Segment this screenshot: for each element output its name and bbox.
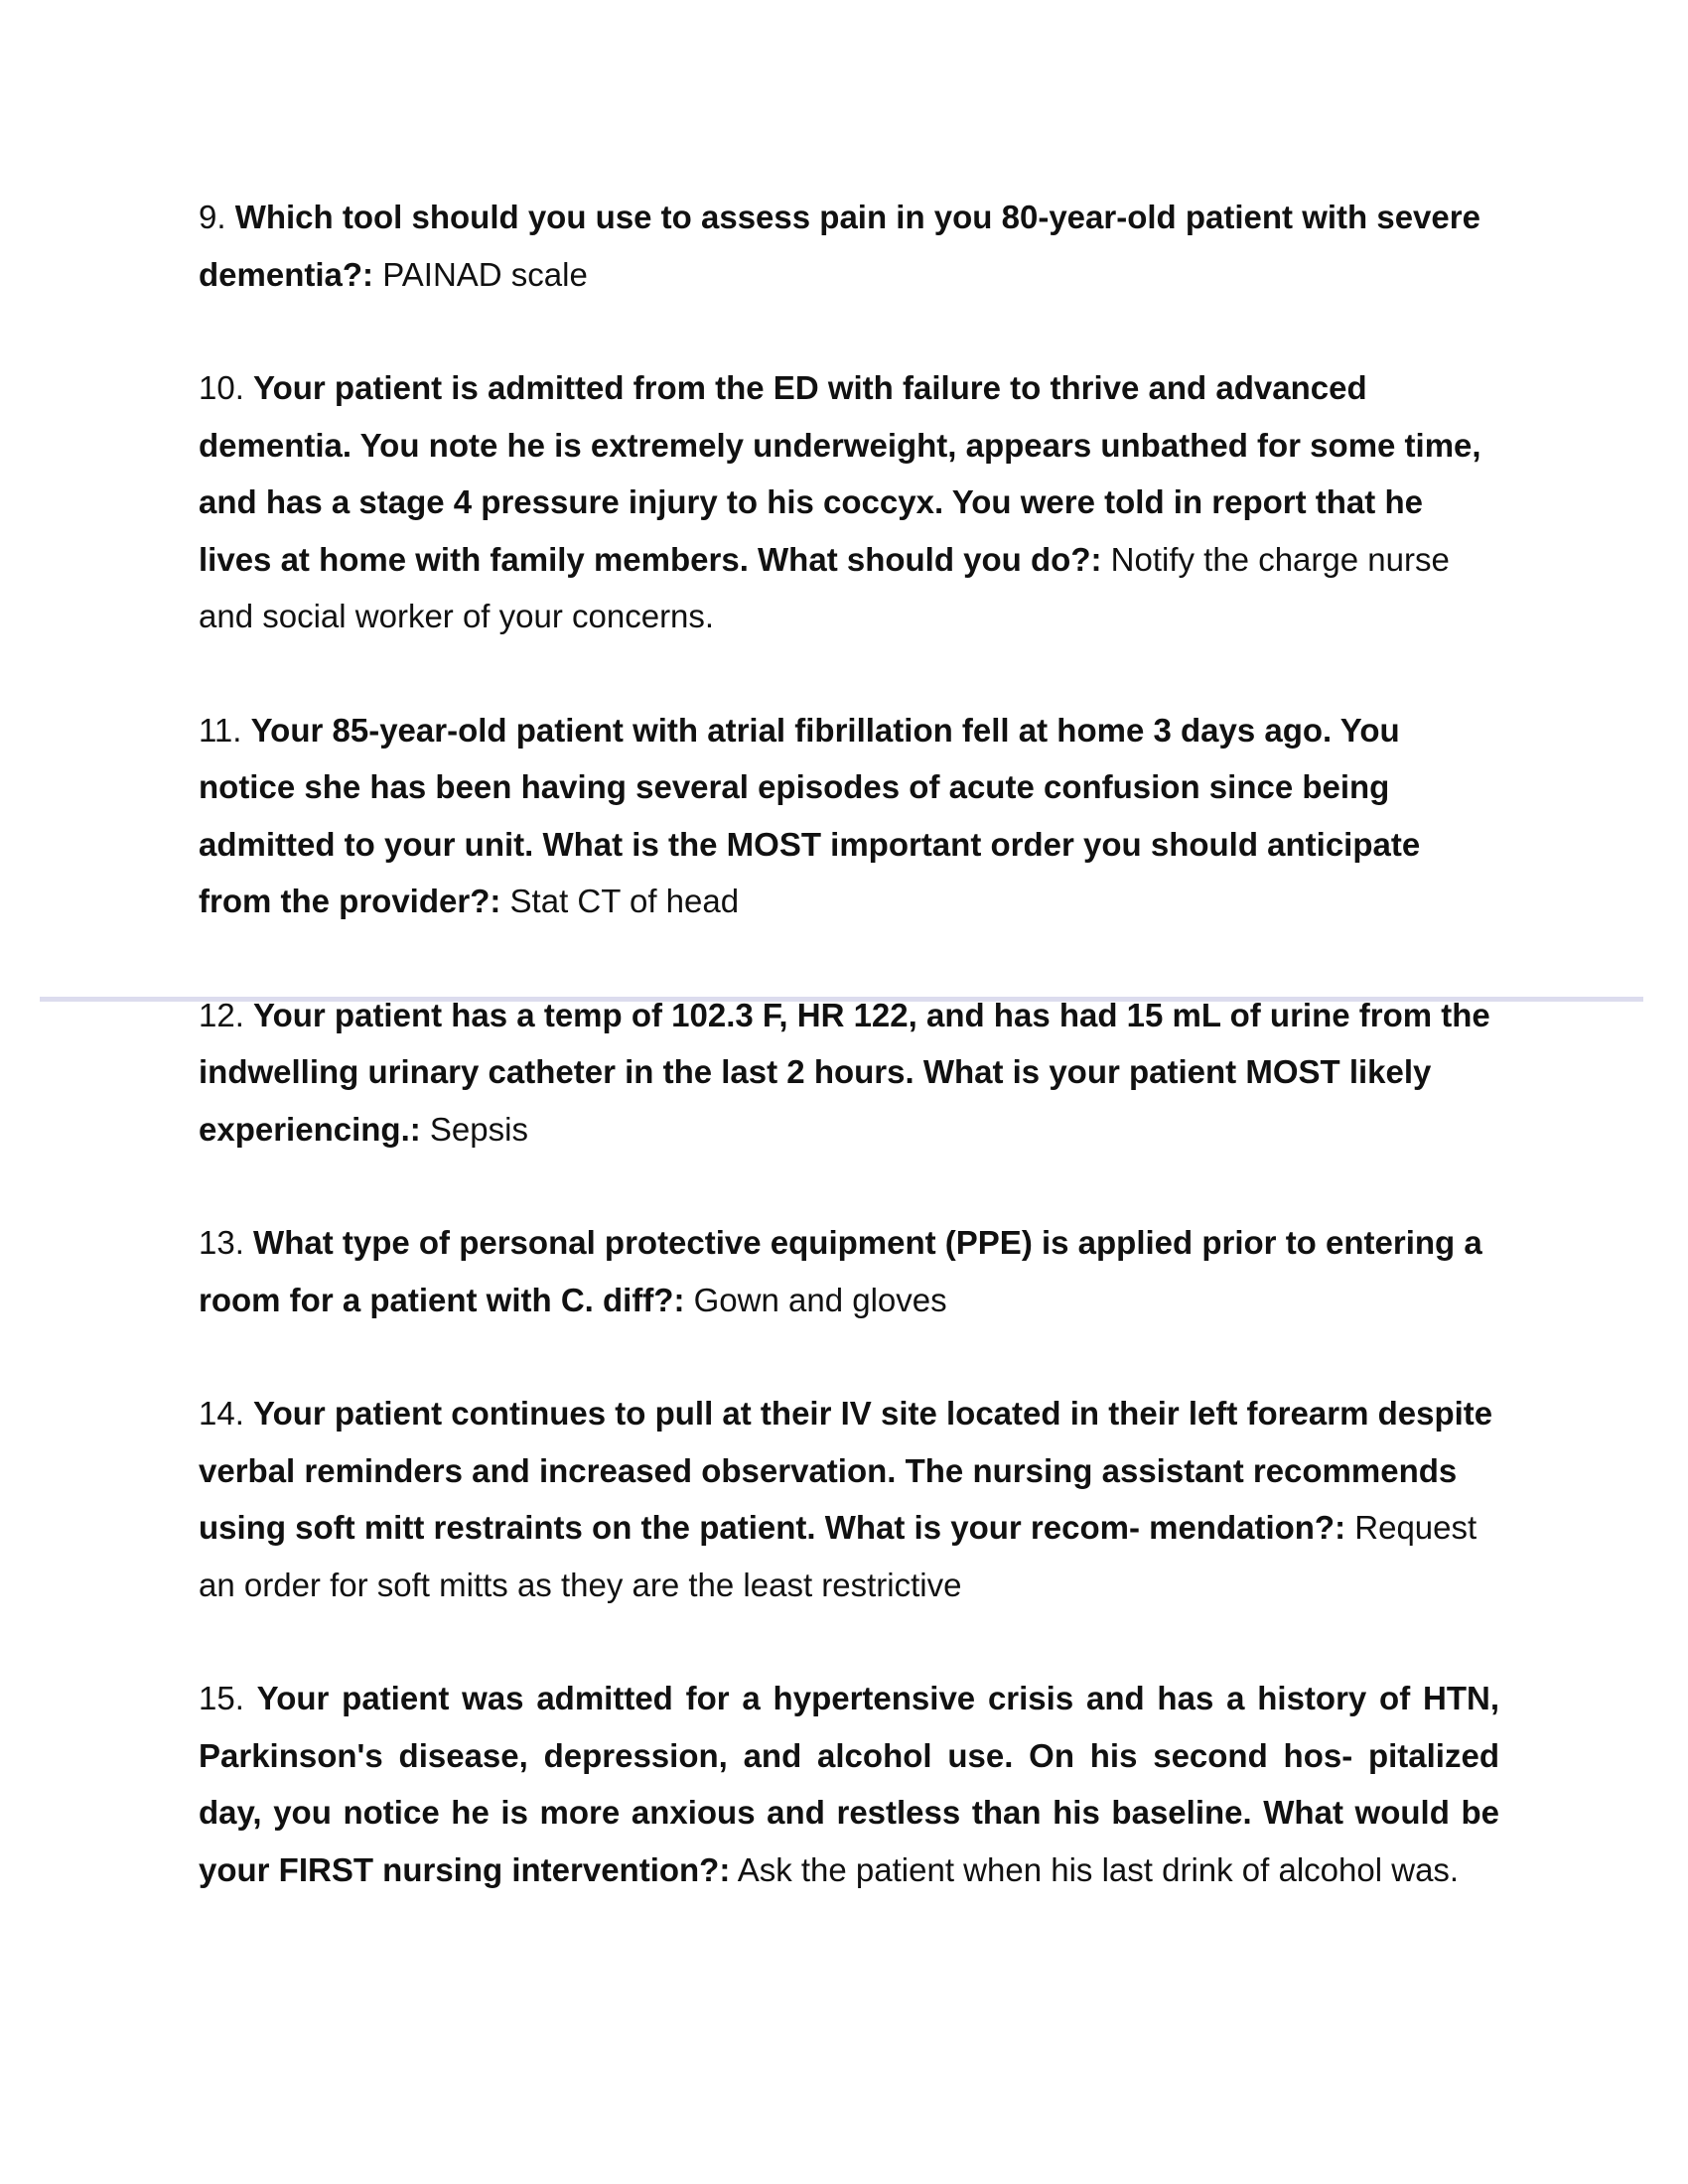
- item-answer: Stat CT of head: [509, 883, 740, 919]
- item-answer: Ask the patient when his last drink of alcohol was.: [737, 1850, 1460, 1888]
- item-number: 12.: [199, 996, 244, 1033]
- item-answer: Sepsis: [429, 1110, 528, 1148]
- item-question: What type of personal protective equipment (PPE) is applied prior to entering a room for a patient with C. diff?:: [199, 1224, 1482, 1318]
- document-page: [199, 189, 1499, 1955]
- qa-item-13: [199, 1214, 1499, 1328]
- item-answer: PAINAD scale: [382, 255, 588, 293]
- qa-item-9: [199, 189, 1499, 303]
- item-number: 15.: [199, 1680, 244, 1716]
- qa-item-11: [199, 702, 1499, 930]
- item-number: 10.: [199, 369, 244, 406]
- qa-item-10: [199, 359, 1499, 645]
- item-question: Your patient was admitted for a hypertensive crisis and has a history of HTN, Parkinson's disease, depression, and alcohol use. On his second hos- pitalized day, you notice he is more anxious and restless than his baseline. What would be your FIRST nursing intervention?:: [199, 1680, 1499, 1888]
- item-question: Your patient is admitted from the ED with failure to thrive and advanced dementia. You note he is extremely underweight, appears unbathed for some time, and has a stage 4 pressure injury to his coccyx. You were told in report that he lives at home with family members. What should you do?:: [199, 369, 1481, 578]
- item-number: 11.: [199, 711, 242, 749]
- item-question: Your 85-year-old patient with atrial fibrillation fell at home 3 days ago. You notice she has been having several episodes of acute confusion since being admitted to your unit. What is the MOST important order you should anticipate from the provider?:: [199, 711, 1421, 919]
- item-answer: Notify the charge nurse and social worker of your concerns.: [199, 540, 1450, 634]
- qa-item-12: [199, 987, 1499, 1159]
- item-question: Your patient has a temp of 102.3 F, HR 122, and has had 15 mL of urine from the indwelling urinary catheter in the last 2 hours. What is your patient MOST likely experiencing.:: [199, 996, 1490, 1148]
- item-question: Which tool should you use to assess pain in you 80-year-old patient with severe dementia?:: [199, 199, 1480, 293]
- item-answer: Gown and gloves: [693, 1281, 947, 1318]
- item-question: Your patient continues to pull at their IV site located in their left forearm despite verbal reminders and increased observation. The nursing assistant recommends using soft mitt restraints on the patient. What is your recom- mendation?:: [199, 1395, 1493, 1546]
- item-number: 14.: [199, 1395, 244, 1432]
- qa-item-15: [199, 1670, 1499, 1898]
- item-number: 9.: [199, 199, 226, 235]
- item-number: 13.: [199, 1224, 244, 1261]
- qa-item-14: [199, 1385, 1499, 1613]
- item-answer: Request an order for soft mitts as they are the least restrictive: [199, 1509, 1477, 1603]
